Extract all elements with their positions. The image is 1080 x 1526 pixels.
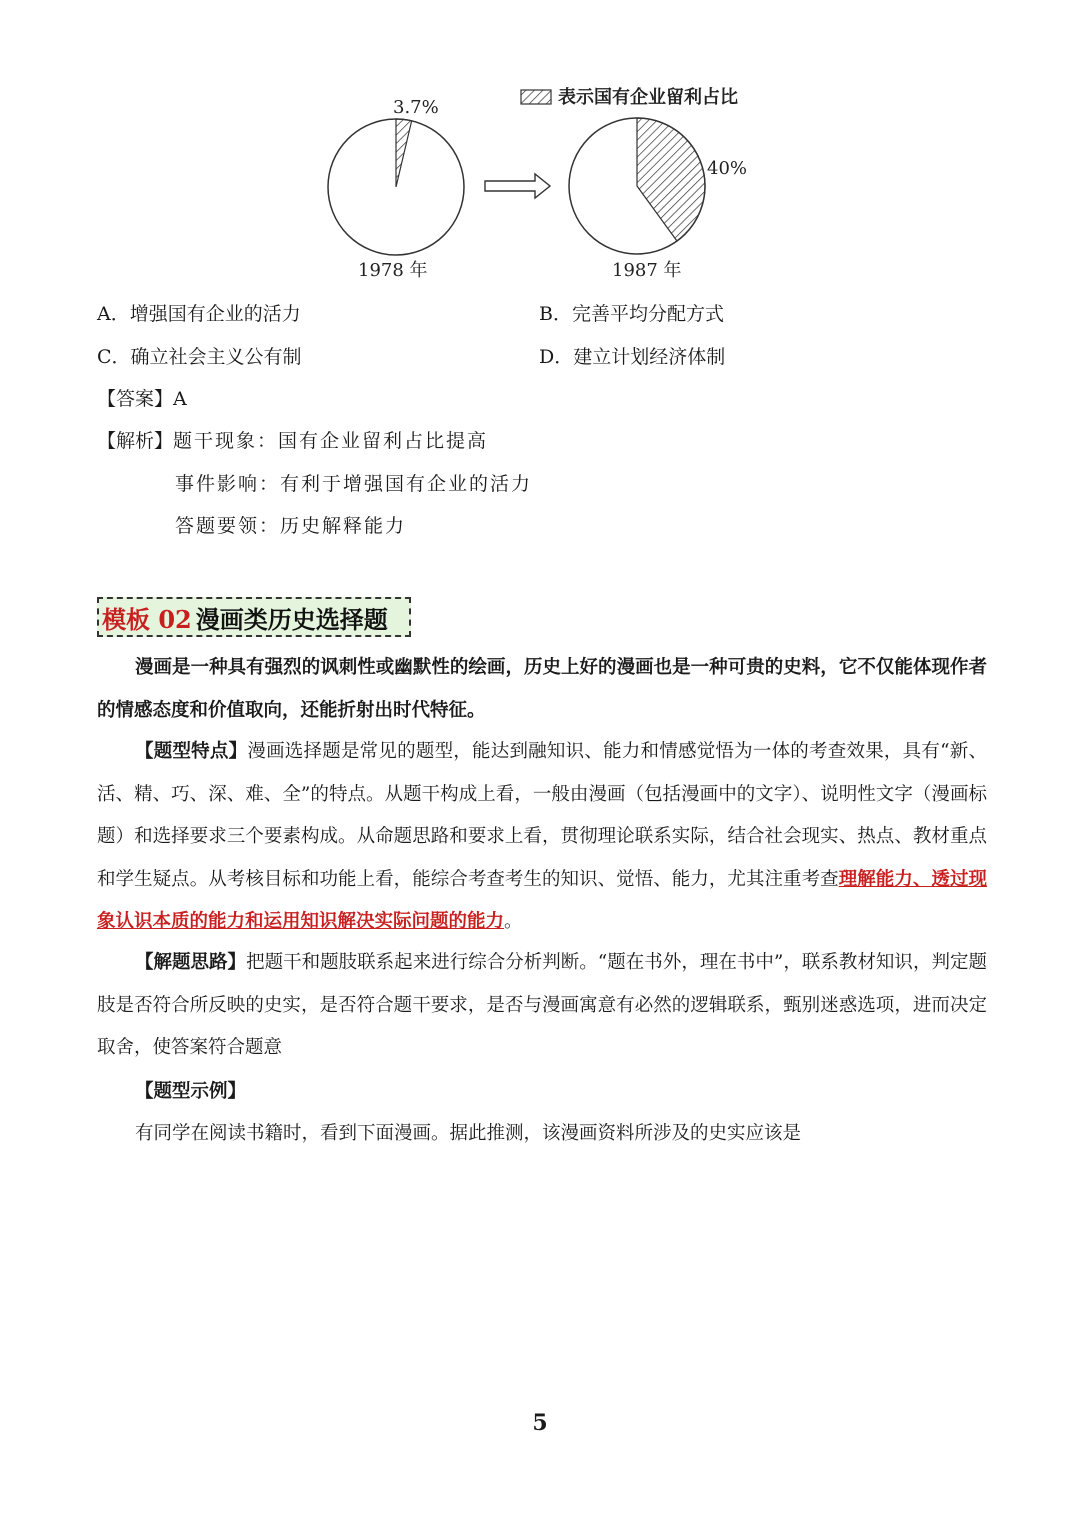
arrow-icon [485,174,550,198]
features-end: 。 [504,911,523,932]
approach-label: 【解题思路】 [135,952,247,973]
option-c: C．确立社会主义公有制 [97,346,302,368]
features-text: 漫画选择题是常见的题型，能达到融知识、能力和情感觉悟为一体的考查效果，具有“新、活、精、巧、深、难、全”的特点。从题干构成上看，一般由漫画（包括漫画中的文字）、说明性文字（漫画标题）和选择要求三个要素构成。从命题思路和要求上看，贯彻理论联系实际，结合社会现实、热点、教材重点和学生疑点。从考核目标和功能上看，能综合考查考生的知识、觉悟、能力，尤其注重考查 [97,741,987,890]
analysis-line-3: 答题要领：历史解释能力 [175,515,407,537]
answer-label: 【答案】 [97,388,174,410]
section-tag: 模板 02 [102,604,192,634]
intro-paragraph [97,647,987,732]
approach-paragraph [97,942,987,1070]
pie-1978-year-label: 1978 年 [358,260,428,281]
example-label: 【题型示例】 [135,1081,247,1102]
legend-swatch [521,90,551,104]
intro-text: 漫画是一种具有强烈的讽刺性或幽默性的绘画，历史上好的漫画也是一种可贵的史料，它不仅能体现作者的情感态度和价值取向，还能折射出时代特征。 [97,657,987,721]
features-highlight: 理解能力、透过现象认识本质的能力和运用知识解决实际问题的能力 [97,868,987,932]
analysis-text-1: 题干现象：国有企业留利占比提高 [173,430,489,452]
pie-1987-value-label: 40% [707,158,748,179]
analysis-line-1 [97,429,488,453]
example-question: 有同学在阅读书籍时，看到下面漫画。据此推测，该漫画资料所涉及的史实应该是 [135,1123,802,1144]
legend-label: 表示国有企业留利占比 [558,87,738,108]
features-label: 【题型特点】 [135,741,248,762]
answer-line [97,387,187,411]
pie-chart-figure [300,78,800,288]
pie-1987-year-label: 1987 年 [612,260,682,281]
answer-value: A [173,388,187,410]
pie-1978-value-label: 3.7% [393,97,439,118]
option-a: A．增强国有企业的活力 [97,303,301,325]
features-paragraph [97,731,987,944]
approach-text: 把题干和题肢联系起来进行综合分析判断。“题在书外，理在书中”，联系教材知识，判定题肢是否符合所反映的史实，是否符合题干要求，是否与漫画寓意有必然的逻辑联系，甄别迷惑选项，进而决定取舍，使答案符合题意 [97,952,987,1058]
option-b: B．完善平均分配方式 [539,303,724,325]
page-number: 5 [532,1410,548,1436]
section-heading [97,597,411,637]
section-title: 漫画类历史选择题 [195,604,388,634]
analysis-label: 【解析】 [97,430,174,452]
option-d: D．建立计划经济体制 [539,346,726,368]
analysis-line-2: 事件影响：有利于增强国有企业的活力 [175,473,533,495]
